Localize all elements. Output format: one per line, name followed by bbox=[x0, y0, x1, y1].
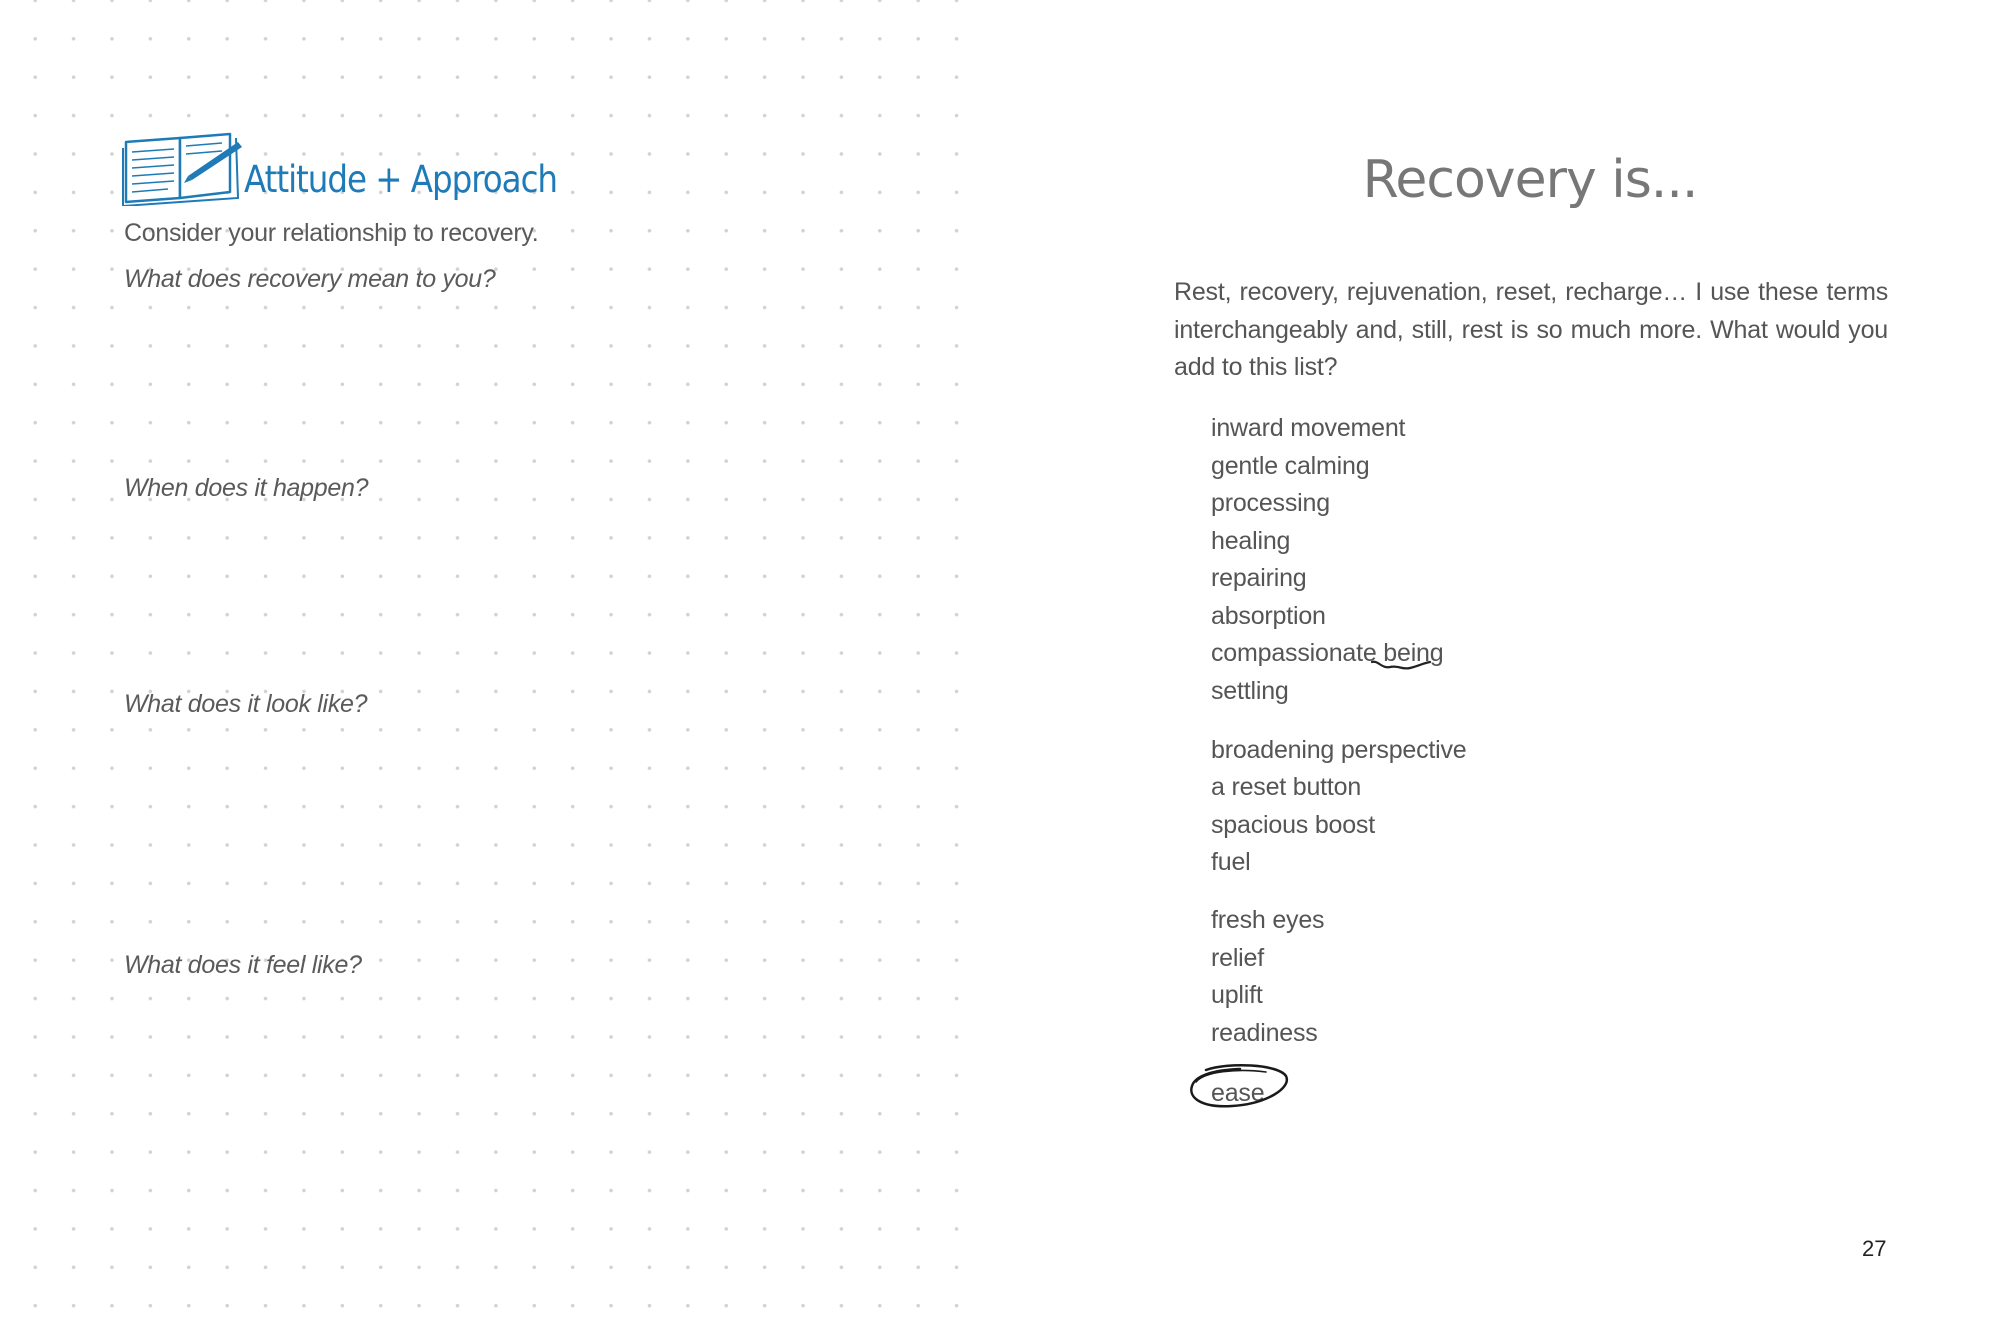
list-item: absorption bbox=[1211, 602, 1326, 630]
list-item: a reset button bbox=[1211, 773, 1362, 801]
list-item: broadening perspective bbox=[1211, 736, 1467, 764]
prompt-when: When does it happen? bbox=[124, 474, 369, 502]
page-heading: Recovery is... bbox=[1362, 150, 1698, 210]
list-item: relief bbox=[1211, 944, 1264, 972]
list-item: fresh eyes bbox=[1211, 906, 1325, 934]
hand-drawn-circle-icon bbox=[1186, 1062, 1290, 1110]
list-item: readiness bbox=[1211, 1019, 1318, 1047]
list-item-ease: ease bbox=[1211, 1079, 1265, 1107]
prompt-look: What does it look like? bbox=[124, 690, 368, 718]
squiggle-underline-icon bbox=[1370, 659, 1432, 673]
list-item: healing bbox=[1211, 527, 1291, 555]
prompt-feel: What does it feel like? bbox=[124, 951, 362, 979]
list-item: processing bbox=[1211, 489, 1330, 517]
open-book-pencil-icon bbox=[122, 128, 244, 206]
list-item: inward movement bbox=[1211, 414, 1406, 442]
section-title: Attitude + Approach bbox=[244, 158, 558, 201]
list-item: settling bbox=[1211, 677, 1289, 705]
list-item: repairing bbox=[1211, 564, 1307, 592]
body-paragraph: Rest, recovery, rejuvenation, reset, recharge… I use these terms interchangeably and, still, rest is so much more. What would you add to this list? bbox=[1174, 278, 1888, 381]
left-page bbox=[0, 0, 985, 1333]
list-item: spacious boost bbox=[1211, 811, 1375, 839]
list-item: gentle calming bbox=[1211, 452, 1370, 480]
intro-text: Consider your relationship to recovery. bbox=[124, 219, 539, 247]
prompt-meaning: What does recovery mean to you? bbox=[124, 265, 496, 293]
list-item: uplift bbox=[1211, 981, 1263, 1009]
list-item: fuel bbox=[1211, 848, 1251, 876]
page-number: 27 bbox=[1862, 1236, 1887, 1261]
list-item: compassionate being bbox=[1211, 639, 1444, 667]
